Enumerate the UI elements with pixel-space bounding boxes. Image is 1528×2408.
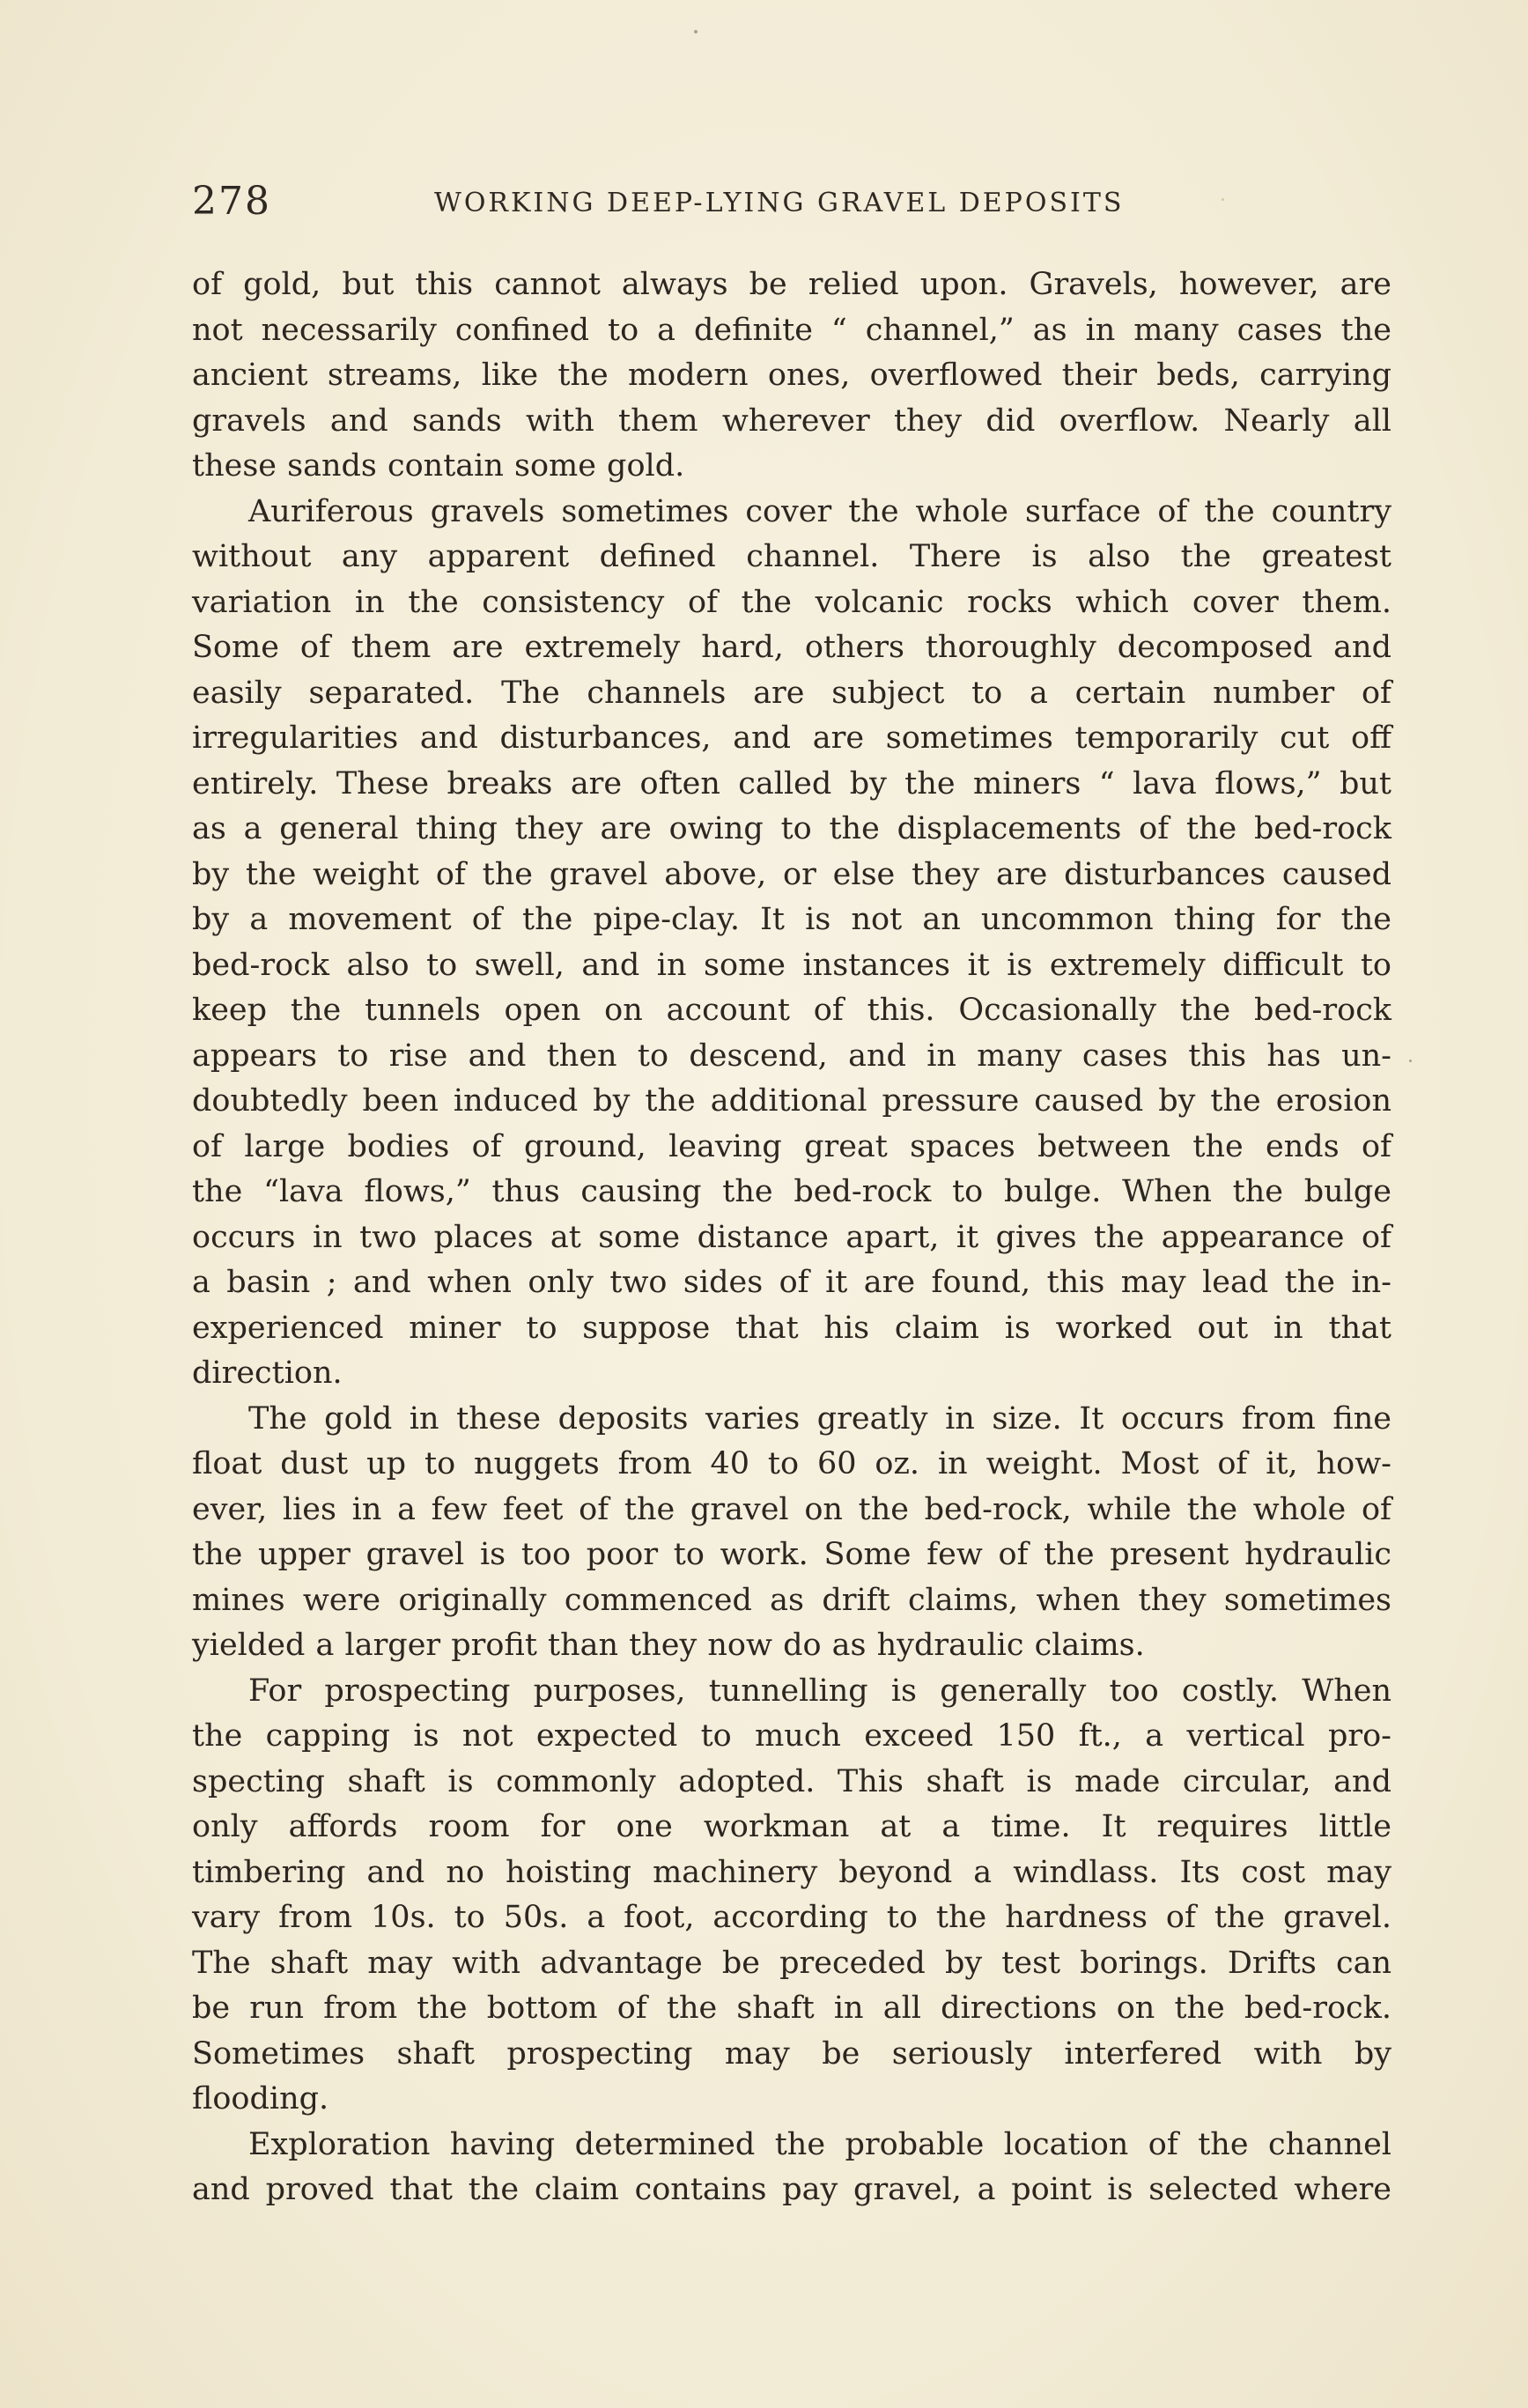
text-line: The shaft may with advantage be preceded by test borings. Drifts can [192, 1945, 1391, 1981]
text-line: keep the tunnels open on account of this. Occasionally the bed-rock [192, 993, 1391, 1028]
text-line: direction. [192, 1355, 343, 1391]
text-line: these sands contain some gold. [192, 448, 685, 484]
body-text [192, 262, 1391, 2213]
text-line: of large bodies of ground, leaving great spaces between the ends of [192, 1128, 1391, 1164]
paper-speck [694, 30, 698, 33]
text-line: Some of them are extremely hard, others thoroughly decomposed and [192, 630, 1391, 665]
page-number: 278 [192, 179, 271, 224]
text-line: by the weight of the gravel above, or else they are disturbances caused [192, 856, 1391, 892]
text-line: easily separated. The channels are subject to a certain number of [192, 675, 1391, 711]
text-line: ever, lies in a few feet of the gravel on the bed-rock, while the whole of [192, 1491, 1391, 1527]
text-line: the capping is not expected to much exceed 150 ft., a vertical pro- [192, 1718, 1391, 1754]
text-line: gravels and sands with them wherever they did overflow. Nearly all [192, 403, 1391, 439]
paragraph-start-line: Auriferous gravels sometimes cover the whole surface of the country [248, 493, 1391, 529]
text-line: vary from 10s. to 50s. a foot, according to the hardness of the gravel. [192, 1900, 1391, 1935]
text-line: not necessarily confined to a definite “ channel,” as in many cases the [192, 312, 1391, 348]
text-line: appears to rise and then to descend, and in many cases this has un- [192, 1038, 1391, 1074]
text-line: specting shaft is commonly adopted. This shaft is made circular, and [192, 1763, 1391, 1799]
text-line: without any apparent defined channel. There is also the greatest [192, 539, 1391, 574]
text-line: timbering and no hoisting machinery beyond a windlass. Its cost may [192, 1854, 1391, 1890]
text-line: the “lava flows,” thus causing the bed-rock to bulge. When the bulge [192, 1174, 1391, 1209]
text-line: mines were originally commenced as drift claims, when they sometimes [192, 1582, 1391, 1618]
text-line: the upper gravel is too poor to work. Some few of the present hydraulic [192, 1537, 1391, 1572]
text-line: bed-rock also to swell, and in some instances it is extremely difficult to [192, 947, 1391, 983]
paper-speck [1222, 198, 1224, 201]
running-title: WORKING DEEP-LYING GRAVEL DEPOSITS [434, 188, 1125, 218]
text-line: experienced miner to suppose that his claim is worked out in that [192, 1310, 1391, 1346]
text-line: ancient streams, like the modern ones, overflowed their beds, carrying [192, 358, 1391, 393]
paragraph-start-line: The gold in these deposits varies greatly in size. It occurs from fine [248, 1400, 1391, 1437]
text-line: occurs in two places at some distance apart, it gives the appearance of [192, 1219, 1391, 1255]
text-line: float dust up to nuggets from 40 to 60 oz. in weight. Most of it, how- [192, 1446, 1391, 1481]
text-line: as a general thing they are owing to the displacements of the bed-rock [192, 811, 1391, 846]
text-line: Sometimes shaft prospecting may be seriously interfered with by [192, 2035, 1391, 2072]
text-line: entirely. These breaks are often called by the miners “ lava flows,” but [192, 765, 1391, 801]
text-line: of gold, but this cannot always be relied upon. Gravels, however, are [192, 267, 1391, 302]
text-line: variation in the consistency of the volcanic rocks which cover them. [192, 584, 1391, 620]
paragraph-start-line: For prospecting purposes, tunnelling is generally too costly. When [248, 1673, 1391, 1709]
text-line: flooding. [192, 2081, 329, 2116]
running-head [192, 179, 1390, 228]
text-line: be run from the bottom of the shaft in all directions on the bed-rock. [192, 1991, 1391, 2026]
paper-speck [1409, 1060, 1412, 1062]
text-line: by a movement of the pipe-clay. It is not an uncommon thing for the [192, 902, 1391, 937]
text-line: only affords room for one workman at a time. It requires little [192, 1809, 1391, 1844]
text-line: doubtedly been induced by the additional pressure caused by the erosion [192, 1083, 1391, 1119]
paragraph-start-line: Exploration having determined the probable location of the channel [248, 2126, 1391, 2162]
text-line: a basin ; and when only two sides of it are found, this may lead the in- [192, 1265, 1391, 1300]
text-line: yielded a larger profit than they now do as hydraulic claims. [192, 1628, 1145, 1663]
text-line: irregularities and disturbances, and are sometimes temporarily cut off [192, 720, 1391, 756]
text-line: and proved that the claim contains pay gravel, a point is selected where [192, 2172, 1391, 2207]
